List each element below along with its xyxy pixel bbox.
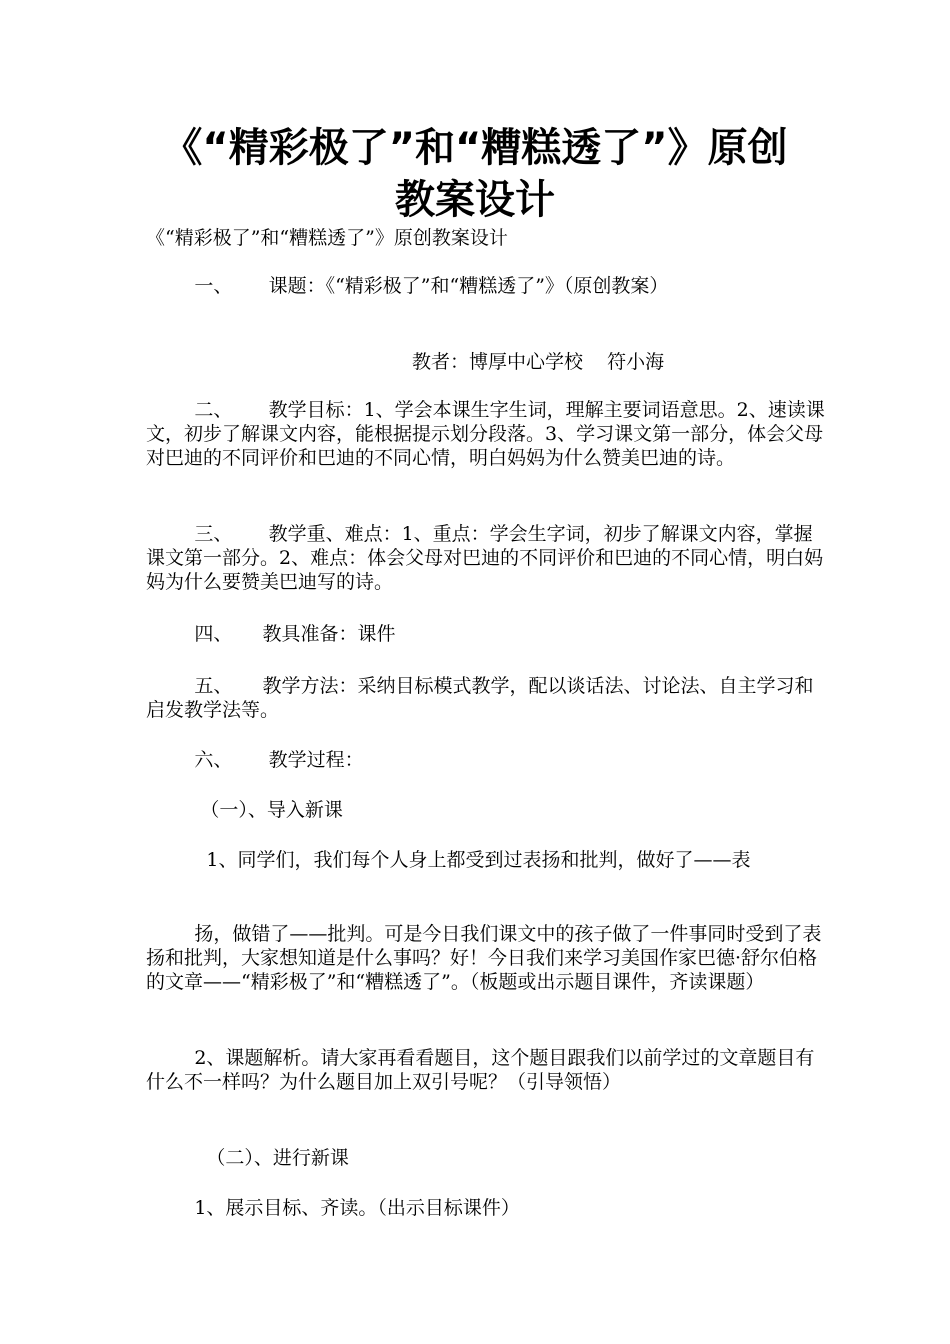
teacher-line: 教者：博厚中心学校 符小海 xyxy=(412,351,665,373)
paragraph-topic: 一、 课题：《“精彩极了”和“糟糕透了”》（原创教案） xyxy=(146,275,669,297)
document-title-line2: 教案设计 xyxy=(395,177,555,223)
paragraph-show-goals: 1、展示目标、齐读。（出示目标课件） xyxy=(146,1197,520,1219)
paragraph-intro-continued: 扬，做错了——批判。可是今日我们课文中的孩子做了一件事同时受到了表扬和批判，大家想知道是什么事吗？好！今日我们来学习美国作家巴德·舒尔伯格的文章——“精彩极了”和“糟糕透了”。（板题或出示题目课件，齐读课题） xyxy=(146,923,822,993)
paragraph-title-analysis: 2、课题解析。请大家再看看题目，这个题目跟我们以前学过的文章题目有什么不一样吗？为什么题目加上双引号呢？（引导领悟） xyxy=(146,1047,815,1093)
section-heading-new-lesson: （二）、进行新课 xyxy=(146,1147,349,1169)
document-subtitle: 《“精彩极了”和“糟糕透了”》原创教案设计 xyxy=(146,227,508,249)
paragraph-key-points: 三、 教学重、难点：1、重点：学会生字词，初步了解课文内容，掌握课文第一部分。2、难点：体会父母对巴迪的不同评价和巴迪的不同心情，明白妈妈为什么要赞美巴迪写的诗。 xyxy=(146,523,824,593)
paragraph-goals: 二、 教学目标：1、学会本课生字生词，理解主要词语意思。2、速读课文，初步了解课文内容，能根据提示划分段落。3、学习课文第一部分，体会父母对巴迪的不同评价和巴迪的不同心情，明白妈妈为什么赞美巴迪的诗。 xyxy=(146,399,825,469)
paragraph-intro-1: 1、同学们，我们每个人身上都受到过表扬和批判，做好了——表 xyxy=(146,849,751,871)
paragraph-process-heading: 六、 教学过程： xyxy=(146,749,364,771)
document-title-line1: 《“精彩极了”和“糟糕透了”》原创 xyxy=(162,125,788,171)
section-heading-intro: （一）、导入新课 xyxy=(146,799,343,821)
paragraph-materials: 四、 教具准备：课件 xyxy=(146,623,396,645)
paragraph-methods: 五、 教学方法：采纳目标模式教学，配以谈话法、讨论法、自主学习和启发教学法等。 xyxy=(146,675,814,721)
